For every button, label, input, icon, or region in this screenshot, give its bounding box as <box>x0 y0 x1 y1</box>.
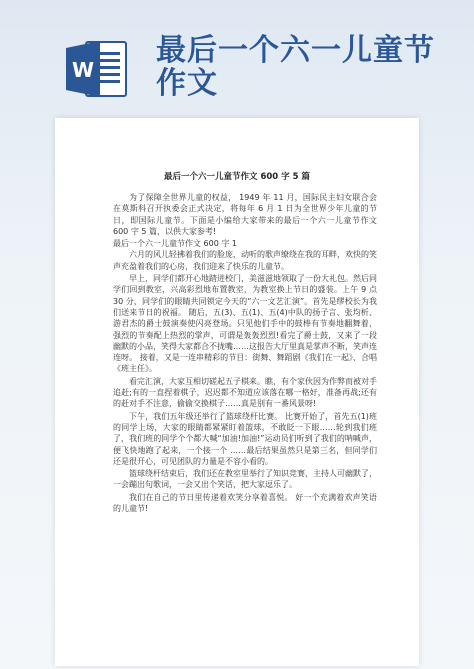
paragraph-intro: 为了保障全世界儿童的权益， 1949 年 11 月，国际民主妇女联合会在莫斯科召开执委会正式决定，将每年 6 月 1 日为全世界少年儿童的节日，即国际儿童节。下面是小编给大家带来的最后一个六一儿童节作文 600 字 5 篇，以供大家参考! <box>113 193 377 236</box>
document-title-header: 最后一个六一儿童节作文 <box>156 33 435 101</box>
paragraph: 六月的风儿轻拂着我们的脸庞，动听的歌声缭绕在我的耳畔，欢快的笑声充盈着我们的心房，我们迎来了快乐的儿童节。 <box>113 250 377 271</box>
paragraph: 下午，我们五年级还举行了篮球绕杆比赛。 比赛开始了，首先五(1)班的同学上场，大家的眼睛都紧紧盯着篮球，不敢眨一下眼……轮到我们班了，我们班的同学个个都大喊“加油!加油!”运动员们听到了我们的呐喊声，便飞快地跑了起来，一个接一个 ……最后结果虽然只是第三名，但同学们还是很开心，可见团队的力量是不容小看的。 <box>113 411 377 466</box>
word-icon <box>66 38 128 100</box>
paragraph: 篮球绕杆结束后，我们还在教室里举行了知识竞赛，主持人可幽默了，一会蹦出句歌词，一会又出个笑话，把大家逗乐了。 <box>113 469 377 490</box>
page-title: 最后一个六一儿童节作文 600 字 5 篇 <box>164 172 310 182</box>
document-page <box>55 118 419 666</box>
header <box>0 0 474 120</box>
subtitle: 最后一个六一儿童节作文 600 字 1 <box>113 239 237 249</box>
paragraph: 我们在自己的节日里传递着欢笑分享着喜悦。 好一个充满着欢声笑语的儿童节! <box>113 492 377 514</box>
svg-text:W: W <box>71 58 95 82</box>
paragraph: 看完汇演，大家互相切磋起五子棋来。瞧，有个家伙因为作弊而被对手追赶;有的一直捏着棋子，迟迟都不知道应该落在哪一格好，准备再战;还有的赶对手不注意，偷偷交换棋子……真是别有一番风景呀! <box>113 376 377 409</box>
document-content <box>113 192 377 515</box>
paragraph: 早上，同学们都开心地踏进校门，美滋滋地领取了一份大礼包。然后同学们回到教室，兴高彩烈地布置教室，为教室换上节日的盛装。上午 9 点 30 分，同学们的眼睛共同锁定今天的“六一文艺汇演”。首先是缪校长为我们送来节日的祝福。 随后，五(3)、五(1)、五(4)中队的扬子言、张均析、游君杰的爵士鼓演奏使闪亮登场。只见他们手中的鼓棒有节奏地翻舞着， 强烈的节奏配上热烈的掌声，可谓是轰轰烈烈!看完了爵士鼓，又来了一段幽默的小品，笑得大家都合不拢嘴……这报告大厅里真是掌声不断，笑声连连呀。 接着，又是一连串精彩的节目：街舞、舞蹈剧《我们在一起》、合唱《班主任》。 <box>113 274 377 374</box>
